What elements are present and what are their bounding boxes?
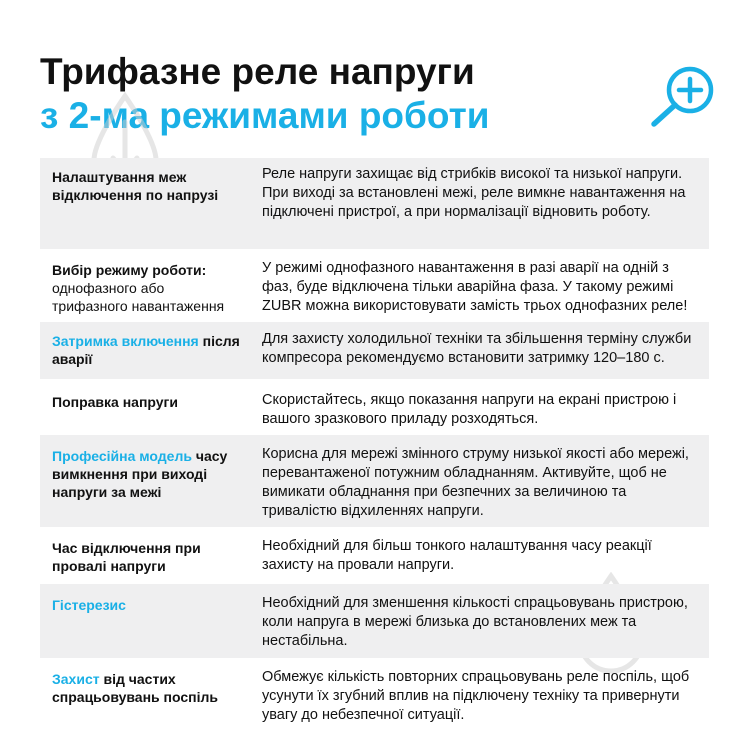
table-row — [40, 379, 709, 435]
feature-label-text: Поправка напруги — [52, 394, 178, 410]
table-row — [40, 435, 709, 527]
feature-label-text: після аварії — [52, 333, 240, 367]
feature-label-text: Час відключення при провалі напруги — [52, 540, 201, 574]
table-row — [40, 527, 709, 584]
feature-label-accent: Захист — [52, 671, 100, 687]
feature-description: У режимі однофазного навантаження в разі аварії на одній з фаз, буде відключена тільки аварійна фаза. У такому режимі ZUBR можна використовувати замість трьох однофазних реле! — [262, 260, 688, 314]
feature-label — [40, 527, 242, 584]
feature-description: Необхідний для більш тонкого налаштування часу реакції захисту на провали напруги. — [262, 538, 652, 573]
table-row — [40, 322, 709, 379]
feature-label-text: Вибір режиму роботи: — [52, 262, 207, 278]
feature-label-text: часу вимкнення при виході напруги за межі — [52, 448, 228, 500]
feature-label-text: Налаштування меж відключення по напрузі — [52, 169, 219, 203]
feature-label-text: від частих спрацьовувань поспіль — [52, 671, 219, 705]
title-line-2: з 2-ма режимами роботи — [40, 95, 490, 136]
feature-label — [40, 379, 242, 435]
feature-label-accent: Професійна модель — [52, 448, 192, 464]
table-row — [40, 584, 709, 658]
table-row — [40, 158, 709, 249]
feature-description: Корисна для мережі змінного струму низької якості або мережі, перевантаженої потужним обладнанням. Активуйте, щоб не вимикати обладнання при безпечних за величиною та тривалістю відхиленнях напруги. — [262, 446, 689, 519]
feature-label-accent: Затримка включення — [52, 333, 199, 349]
feature-label — [40, 322, 242, 379]
feature-description: Скористайтесь, якщо показання напруги на екрані пристрою і вашого зразкового приладу розходяться. — [262, 392, 677, 427]
table-row — [40, 658, 709, 736]
feature-label-normal: однофазного або трифазного навантаження — [52, 280, 225, 314]
feature-label-accent: Гістерезис — [52, 597, 126, 613]
feature-label — [40, 158, 242, 249]
zoom-in-icon[interactable] — [648, 58, 724, 128]
feature-description: Реле напруги захищає від стрибків високої та низької напруги. При виході за встановлені межі, реле вимкне навантаження на підключені пристрої, а при нормалізації відновить роботу. — [262, 166, 686, 220]
title-line-1: Трифазне реле напруги — [40, 51, 475, 92]
table-row — [40, 249, 709, 322]
feature-description: Обмежує кількість повторних спрацьовувань реле поспіль, щоб усунути їх згубний вплив на підключену техніку та привернути увагу до небезпечної ситуації. — [262, 669, 690, 723]
feature-label — [40, 658, 242, 736]
feature-label — [40, 249, 242, 322]
features-table — [40, 158, 709, 736]
feature-description: Необхідний для зменшення кількості спрацьовувань пристрою, коли напруга в мережі близька до встановлених меж та нестабільна. — [262, 595, 688, 649]
feature-label — [40, 584, 242, 658]
feature-description: Для захисту холодильної техніки та збільшення терміну служби компресора рекомендуємо встановити затримку 120–180 с. — [262, 331, 692, 366]
feature-label — [40, 435, 242, 527]
